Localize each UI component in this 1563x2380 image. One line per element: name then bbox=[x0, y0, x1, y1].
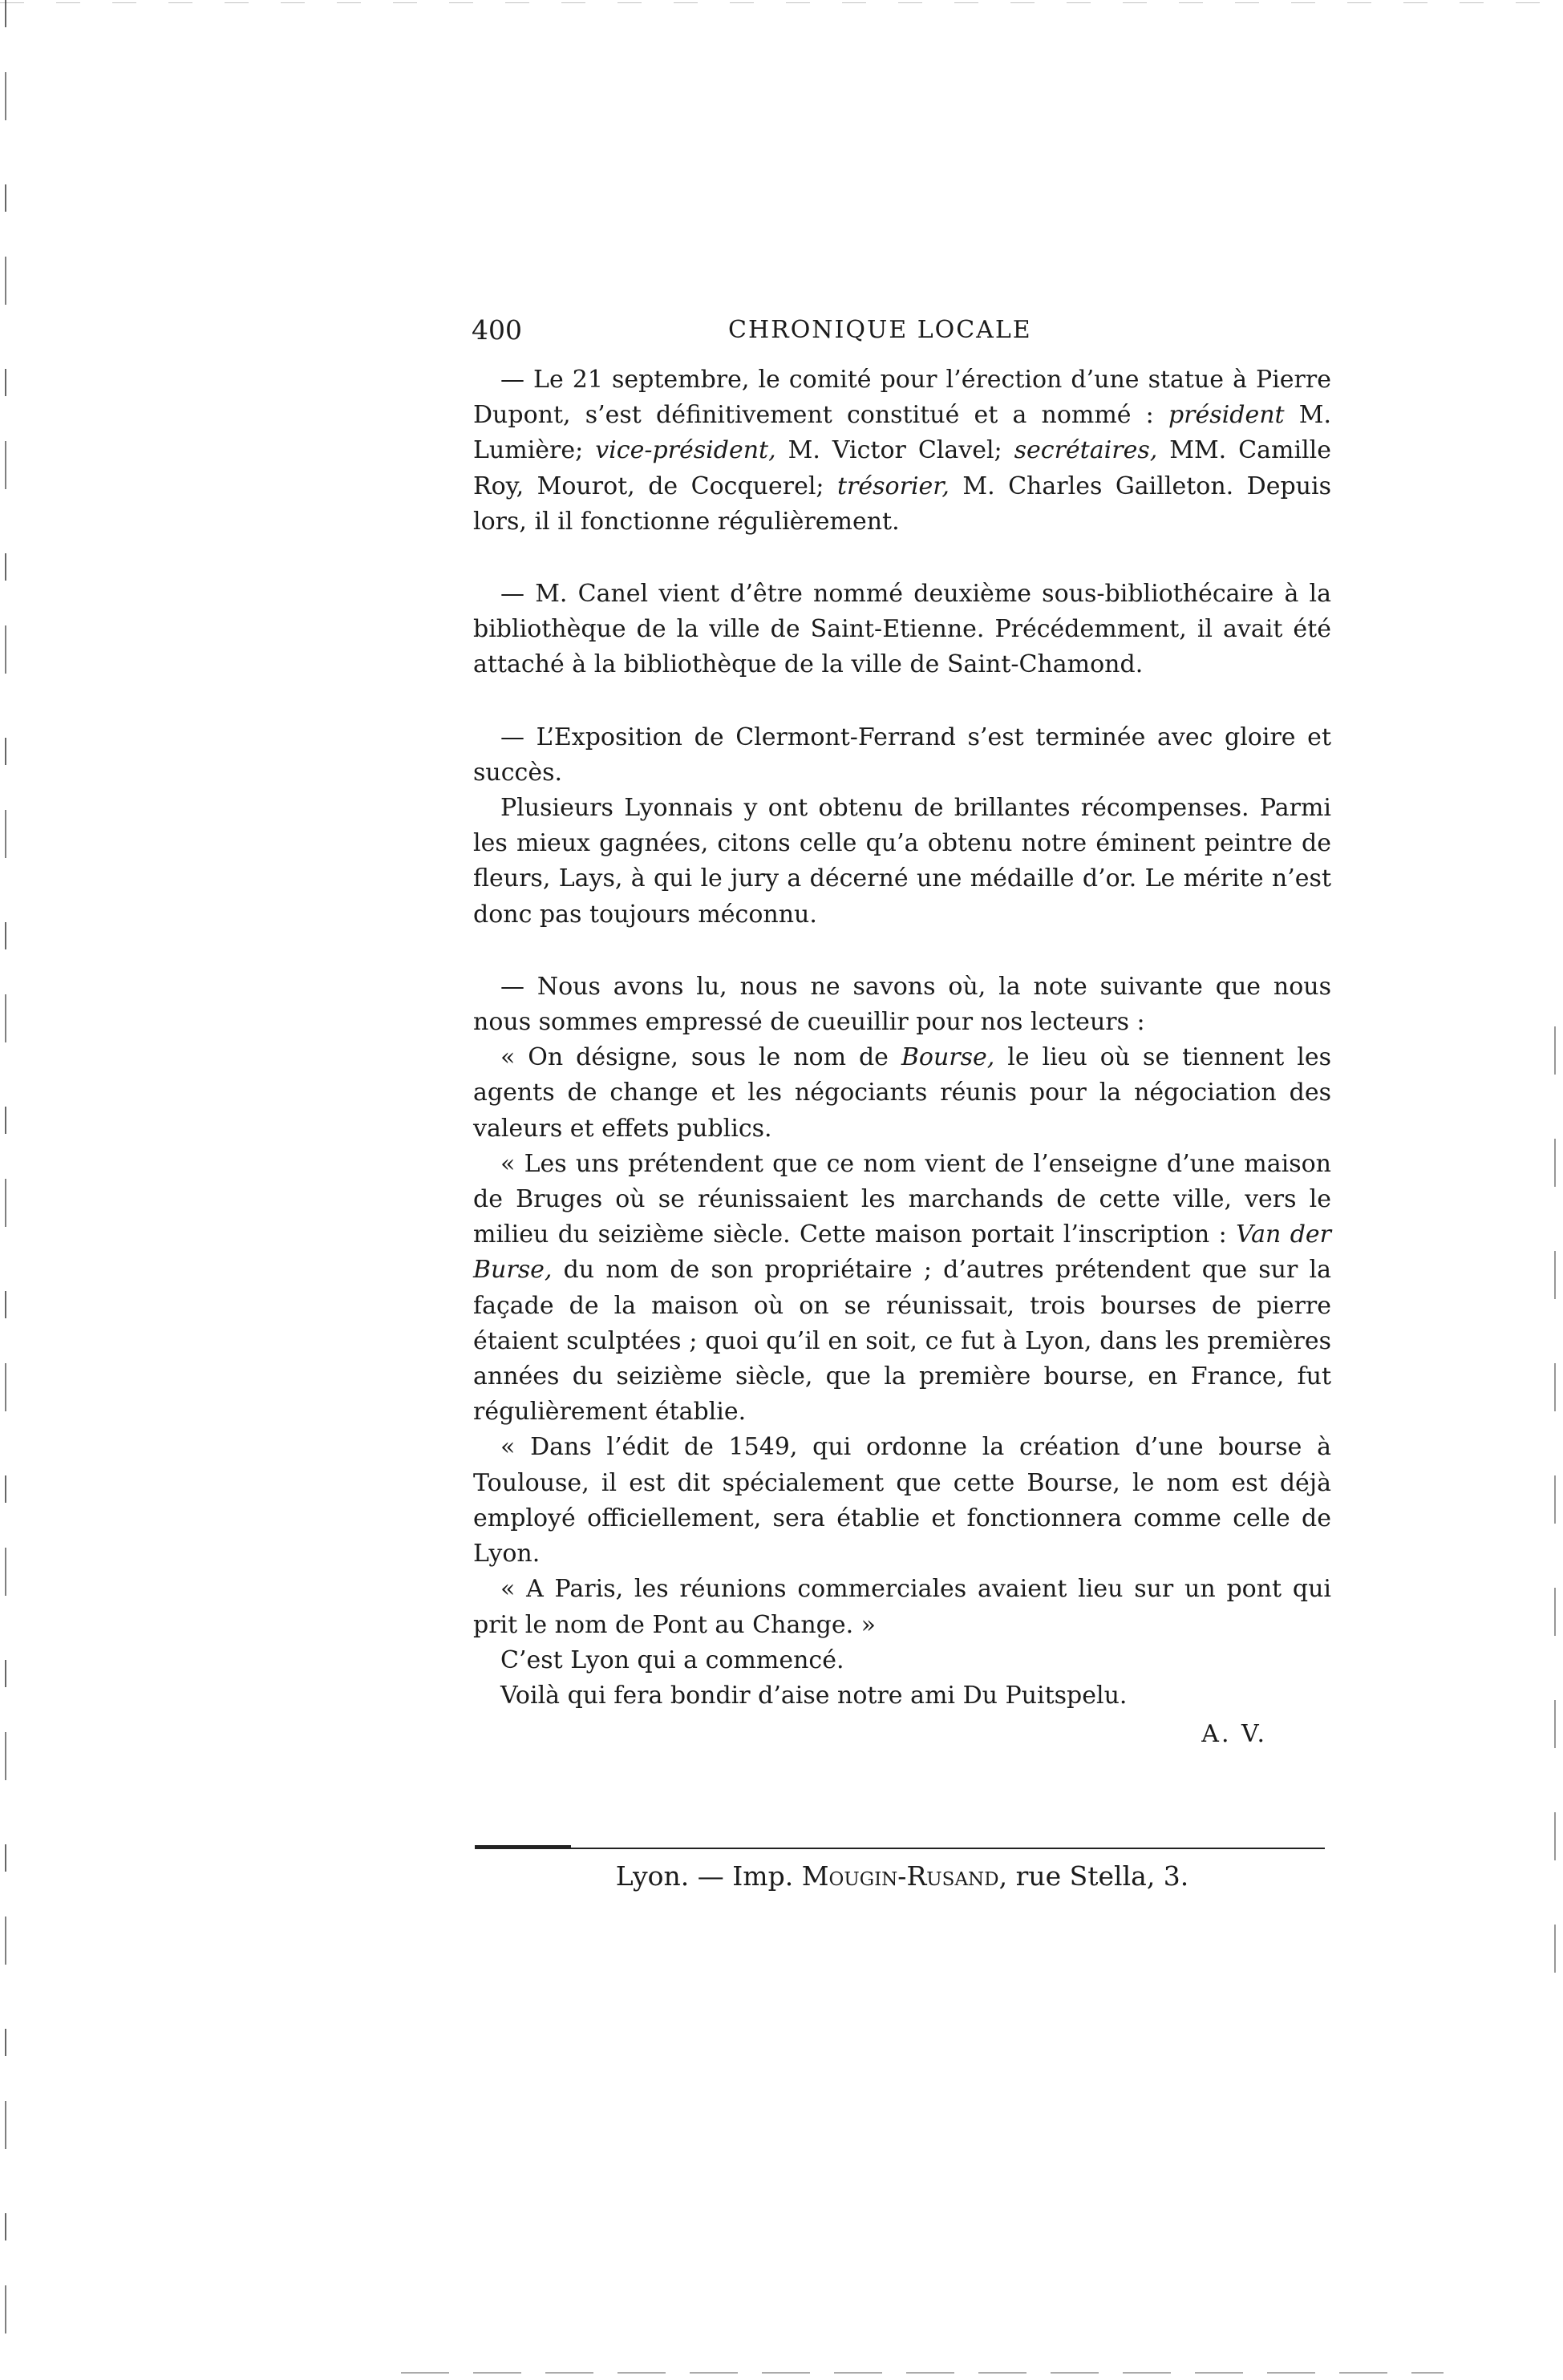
text-run: « Dans l’édit de 1549, qui ordonne la création d’une bourse à Toulouse, il est dit spécialement que cette Bourse, le nom est déjà employé officiellement, sera établie et fonctionnera comme celle de Lyon. bbox=[473, 1433, 1331, 1568]
imprint-address: rue Stella, 3. bbox=[1007, 1860, 1189, 1892]
paragraph bbox=[473, 791, 1331, 933]
imprint-rule bbox=[475, 1848, 1325, 1849]
paragraph bbox=[473, 969, 1331, 1040]
italic-text-run: vice-président, bbox=[595, 436, 776, 465]
text-run: « A Paris, les réunions commerciales avaient lieu sur un pont qui prit le nom de Pont au Change. » bbox=[473, 1575, 1331, 1639]
text-run: — Le 21 septembre, le comité pour l’érection d’une statue à Pierre Dupont, s’est définitivement constitué et a nommé : bbox=[473, 366, 1331, 430]
italic-text-run: Van der Burse, bbox=[473, 1220, 1331, 1285]
imprint-printer: Mougin-Rusand, bbox=[801, 1860, 1008, 1892]
text-run: Voilà qui fera bondir d’aise notre ami Du Puitspelu. bbox=[500, 1681, 1128, 1710]
text-run: M. Victor Clavel; bbox=[775, 436, 1014, 465]
text-run: — M. Canel vient d’être nommé deuxième sous-bibliothécaire à la bibliothèque de la ville de Saint-Etienne. Précédemment, il avait été attaché à la bibliothèque de la ville de Saint-Chamond. bbox=[473, 580, 1331, 679]
paragraph bbox=[473, 1572, 1331, 1642]
text-run: M. Charles Gailleton. Depuis lors, il il fonctionne régulièrement. bbox=[473, 472, 1331, 536]
italic-text-run: Bourse, bbox=[901, 1043, 995, 1072]
text-run: M. Lumière; bbox=[473, 401, 1331, 465]
paragraph bbox=[473, 1643, 1331, 1678]
paragraph bbox=[473, 720, 1331, 791]
imprint-lead: Lyon. — Imp. bbox=[615, 1860, 802, 1892]
text-run: — L’Exposition de Clermont-Ferrand s’est terminée avec gloire et succès. bbox=[473, 722, 1331, 787]
text-run: C’est Lyon qui a commencé. bbox=[500, 1645, 844, 1674]
printer-imprint bbox=[473, 1859, 1331, 1894]
italic-text-run: président bbox=[1168, 401, 1285, 430]
scan-edge-bottom bbox=[401, 2372, 1444, 2374]
italic-text-run: trésorier, bbox=[837, 472, 950, 500]
text-run: Plusieurs Lyonnais y ont obtenu de brillantes récompenses. Parmi les mieux gagnées, citons celle qu’a obtenu notre éminent peintre de fleurs, Lays, à qui le jury a décerné une médaille d’or. Le mérite n’est donc pas toujours méconnu. bbox=[473, 794, 1331, 929]
paragraph bbox=[473, 1040, 1331, 1147]
scan-edge-left bbox=[5, 0, 6, 2380]
signature: A. V. bbox=[1201, 1720, 1267, 1749]
scan-edge-top bbox=[0, 2, 1563, 3]
text-run: le lieu où se tiennent les agents de change et les négociants réunis pour la négociation des valeurs et effets publics. bbox=[473, 1043, 1331, 1143]
paragraph bbox=[473, 577, 1331, 683]
paragraph bbox=[473, 362, 1331, 540]
text-run: du nom de son propriétaire ; d’autres prétendent que sur la façade de la maison où on se réunissait, trois bourses de pierre étaient sculptées ; quoi qu’il en soit, ce fut à Lyon, dans les premières années du seizième siècle, que la première bourse, en France, fut régulièrement établie. bbox=[473, 1256, 1331, 1427]
page-number: 400 bbox=[472, 314, 522, 346]
paragraph bbox=[473, 1147, 1331, 1431]
italic-text-run: secrétaires, bbox=[1014, 436, 1158, 465]
text-run: « On désigne, sous le nom de bbox=[500, 1043, 901, 1072]
running-title: CHRONIQUE LOCALE bbox=[728, 316, 1032, 344]
text-block bbox=[473, 362, 1331, 1752]
text-run: MM. Camille Roy, Mourot, de Cocquerel; bbox=[473, 436, 1332, 500]
scan-edge-right bbox=[1554, 1026, 1556, 1989]
paragraph bbox=[473, 1430, 1331, 1572]
paragraph bbox=[473, 1678, 1331, 1714]
text-run: — Nous avons lu, nous ne savons où, la note suivante que nous nous sommes empressé de cueuillir pour nos lecteurs : bbox=[473, 972, 1331, 1037]
text-run: « Les uns prétendent que ce nom vient de l’enseigne d’une maison de Bruges où se réunissaient les marchands de cette ville, vers le milieu du seizième siècle. Cette maison portait l’inscription : bbox=[473, 1149, 1331, 1249]
